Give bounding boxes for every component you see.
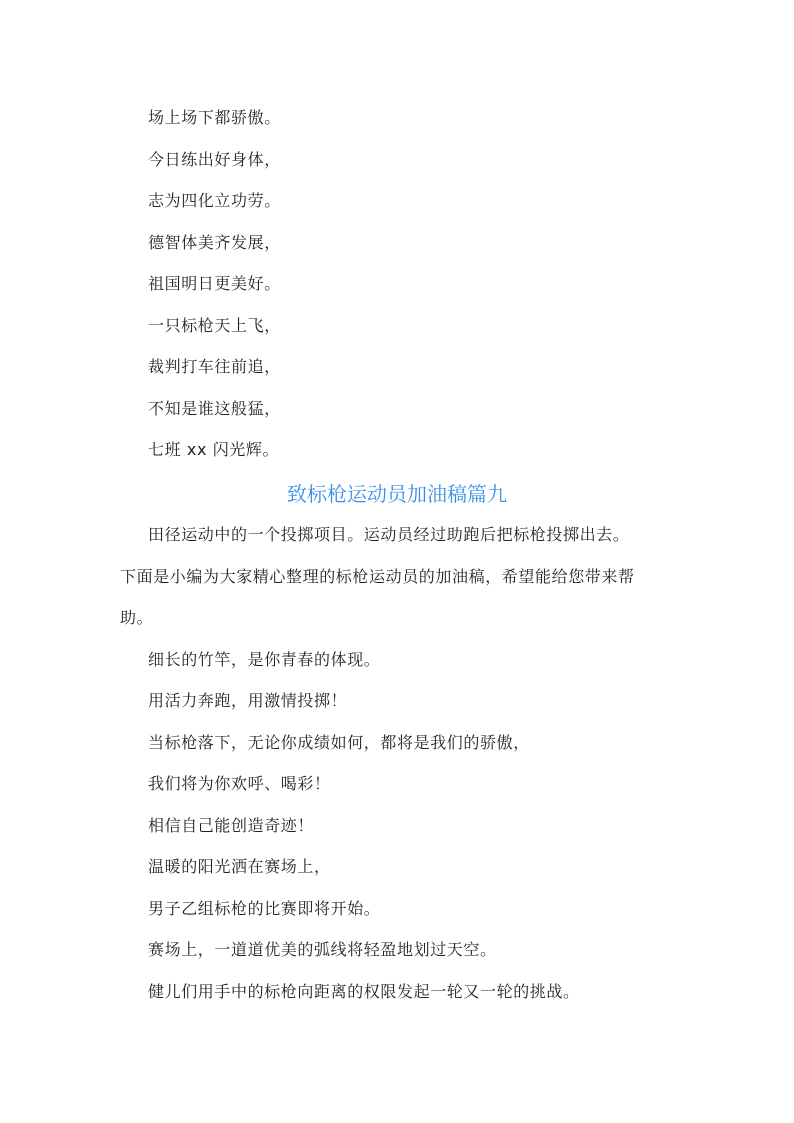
poem-line: 不知是谁这般猛， (148, 399, 281, 418)
intro-line: 助。 (120, 608, 154, 627)
intro-line: 下面是小编为大家精心整理的标枪运动员的加油稿，希望能给您带来帮 (120, 567, 635, 586)
section-heading: 致标枪运动员加油稿篇九 (287, 482, 507, 506)
poem-line: 当标枪落下，无论你成绩如何，都将是我们的骄傲， (148, 733, 530, 752)
poem-line: 赛场上，一道道优美的弧线将轻盈地划过天空。 (148, 940, 497, 959)
poem-line: 七班 xx 闪光辉。 (148, 440, 280, 459)
poem-line: 相信自己能创造奇迹！ (148, 816, 315, 835)
poem-line: 一只标枪天上飞， (148, 316, 281, 335)
poem-line: 细长的竹竿，是你青春的体现。 (148, 650, 381, 669)
poem-line: 用活力奔跑，用激情投掷！ (148, 691, 348, 710)
poem-line: 德智体美齐发展， (148, 233, 281, 252)
poem-line: 我们将为你欢呼、喝彩！ (148, 774, 331, 793)
poem-line: 志为四化立功劳。 (148, 191, 281, 210)
poem-line: 温暖的阳光洒在赛场上， (148, 857, 331, 876)
poem-line: 男子乙组标枪的比赛即将开始。 (148, 899, 381, 918)
poem-line: 场上场下都骄傲。 (148, 108, 281, 127)
poem-line: 裁判打车往前追， (148, 357, 281, 376)
poem-line: 健儿们用手中的标枪向距离的权限发起一轮又一轮的挑战。 (148, 982, 580, 1001)
intro-line: 田径运动中的一个投掷项目。运动员经过助跑后把标枪投掷出去。 (148, 525, 630, 544)
poem-line: 祖国明日更美好。 (148, 274, 281, 293)
poem-line: 今日练出好身体， (148, 150, 281, 169)
